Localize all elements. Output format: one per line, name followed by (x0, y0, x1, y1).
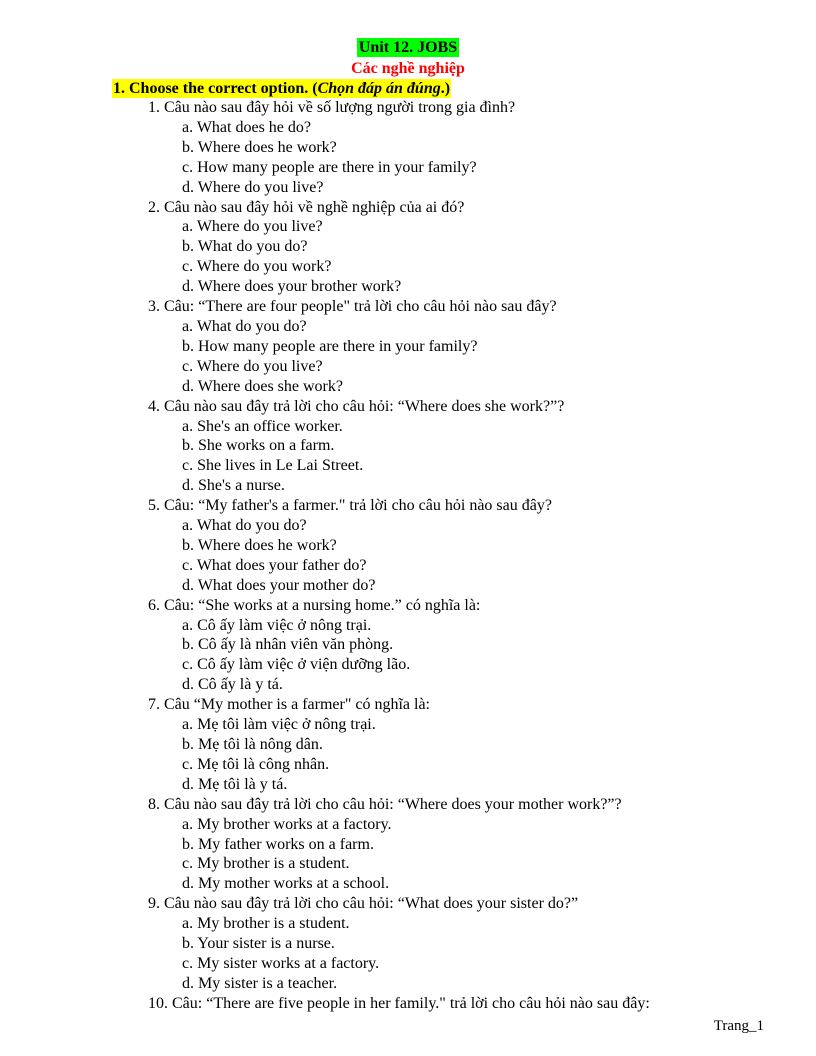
answer-option: a. She's an office worker. (182, 417, 343, 435)
page-number: Trang_1 (713, 1018, 764, 1034)
question-text: 3. Câu: “There are four people" trả lời cho câu hỏi nào sau đây? (148, 298, 557, 316)
section-heading (112, 79, 451, 98)
answer-option: b. My father works on a farm. (182, 835, 374, 853)
answer-option: a. What do you do? (182, 517, 307, 535)
answer-option: d. Where does your brother work? (182, 278, 402, 296)
answer-option: c. Where do you work? (182, 258, 332, 276)
subtitle-row (0, 59, 816, 78)
answer-option: a. My brother works at a factory. (182, 815, 392, 833)
answer-option: c. What does your father do? (182, 556, 367, 574)
answer-option: a. My brother is a student. (182, 915, 350, 933)
answer-option: b. How many people are there in your family? (182, 337, 478, 355)
answer-option: a. What do you do? (182, 317, 307, 335)
answer-option: a. What does he do? (182, 118, 311, 136)
title-row (0, 38, 816, 57)
question-text: 6. Câu: “She works at a nursing home.” có nghĩa là: (148, 596, 481, 614)
question-list (0, 98, 816, 1014)
answer-option: c. She lives in Le Lai Street. (182, 457, 364, 475)
unit-title: Unit 12. JOBS (358, 39, 458, 56)
answer-option: c. My brother is a student. (182, 855, 350, 873)
answer-option: c. Mẹ tôi là công nhân. (182, 755, 330, 773)
answer-option: b. Cô ấy là nhân viên văn phòng. (182, 636, 394, 654)
answer-option: d. My mother works at a school. (182, 875, 390, 893)
question-text: 9. Câu nào sau đây trả lời cho câu hỏi: “What does your sister do?” (148, 895, 579, 913)
answer-option: c. How many people are there in your family? (182, 158, 477, 176)
answer-option: c. Cô ấy làm việc ở viện dưỡng lão. (182, 656, 411, 674)
answer-option: d. Mẹ tôi là y tá. (182, 775, 288, 793)
question-text: 7. Câu “My mother is a farmer" có nghĩa là: (148, 696, 430, 714)
answer-option: b. Mẹ tôi là nông dân. (182, 736, 323, 753)
question-text: 8. Câu nào sau đây trả lời cho câu hỏi: “Where does your mother work?”? (148, 795, 622, 813)
section-heading-end: .) (440, 80, 451, 97)
answer-option: b. She works on a farm. (182, 437, 335, 455)
answer-option: d. What does your mother do? (182, 576, 376, 594)
answer-option: c. My sister works at a factory. (182, 954, 380, 972)
answer-option: b. Your sister is a nurse. (182, 935, 335, 953)
section-heading-start: 1. Choose the correct option. ( (113, 80, 318, 97)
answer-option: d. Cô ấy là y tá. (182, 676, 283, 694)
answer-option: a. Where do you live? (182, 218, 323, 236)
unit-subtitle: Các nghề nghiệp (351, 60, 465, 77)
answer-option: d. Where do you live? (182, 178, 324, 196)
question-text: 1. Câu nào sau đây hỏi về số lượng người trong gia đình? (148, 99, 516, 116)
answer-option: b. Where does he work? (182, 138, 337, 156)
section-heading-italic: Chọn đáp án đúng (317, 80, 441, 97)
answer-option: a. Cô ấy làm việc ở nông trại. (182, 616, 372, 634)
answer-option: d. Where does she work? (182, 377, 343, 395)
answer-option: b. What do you do? (182, 238, 308, 256)
answer-option: d. My sister is a teacher. (182, 974, 338, 992)
answer-option: c. Where do you live? (182, 357, 323, 375)
question-text: 4. Câu nào sau đây trả lời cho câu hỏi: “Where does she work?”? (148, 397, 565, 415)
answer-option: a. Mẹ tôi làm việc ở nông trại. (182, 716, 376, 734)
question-text: 2. Câu nào sau đây hỏi về nghề nghiệp của ai đó? (148, 198, 465, 216)
answer-option: b. Where does he work? (182, 536, 337, 554)
question-text: 10. Câu: “There are five people in her family." trả lời cho câu hỏi nào sau đây: (148, 994, 650, 1012)
question-text: 5. Câu: “My father's a farmer." trả lời cho câu hỏi nào sau đây? (148, 497, 552, 515)
answer-option: d. She's a nurse. (182, 477, 285, 495)
